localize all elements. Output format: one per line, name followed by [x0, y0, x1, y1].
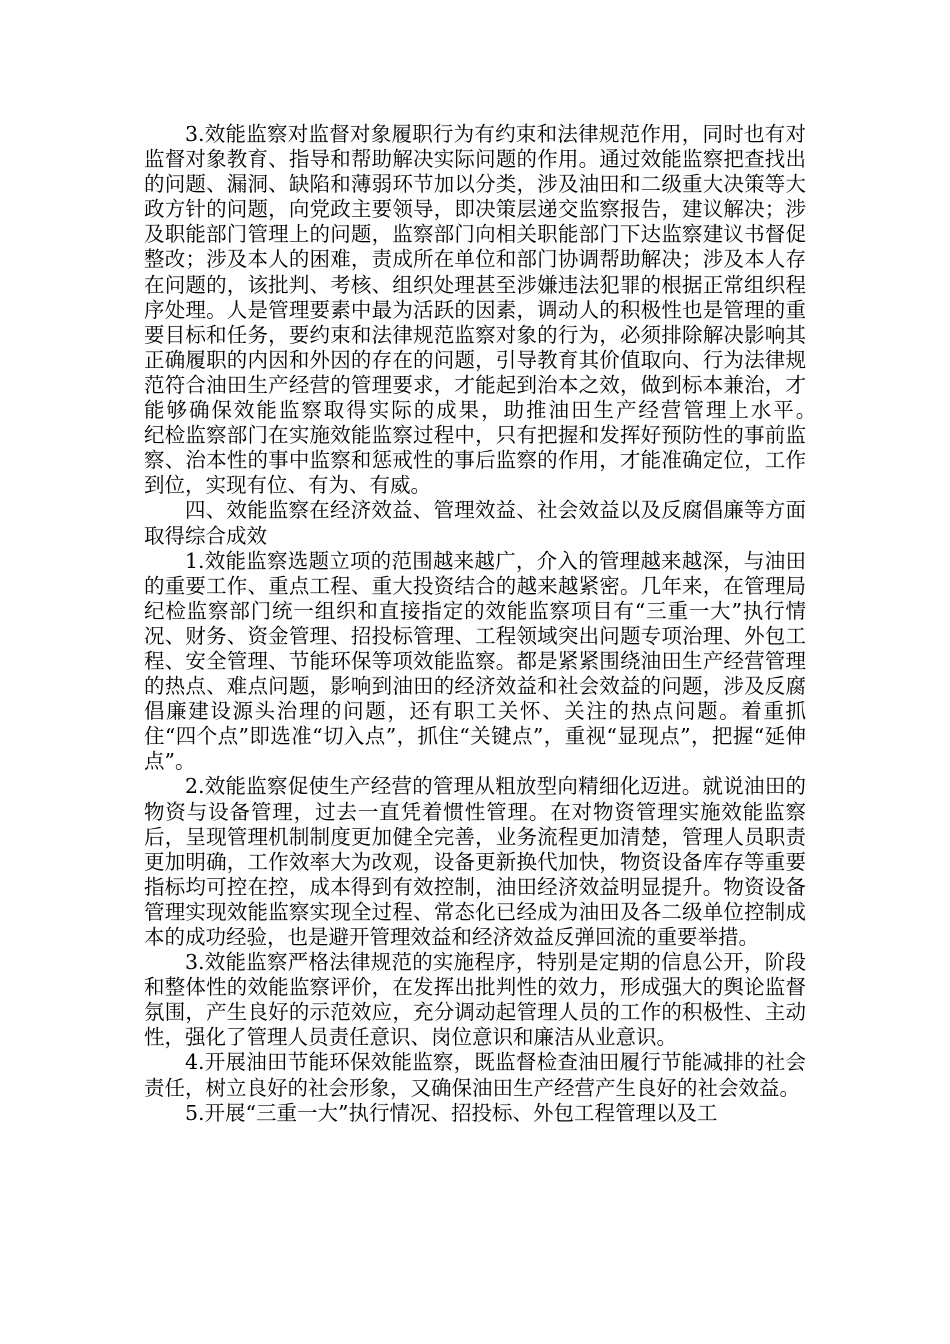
section-heading-comprehensive-results: 四、效能监察在经济效益、管理效益、社会效益以及反腐倡廉等方面取得综合成效 — [144, 498, 806, 548]
paragraph-project-scope: 1.效能监察选题立项的范围越来越广，介入的管理越来越深，与油田的重要工作、重点工程、重大投资结合的越来越紧密。几年来，在管理局纪检监察部门统一组织和直接指定的效能监察项目有“三重一大”执行情况、财务、资金管理、招投标管理、工程领域突出问题专项治理、外包工程、安全管理、节能环保等项效能监察。都是紧紧围绕油田生产经营管理的热点、难点问题，影响到油田的经济效益和社会效益的问题，涉及反腐倡廉建设源头治理的问题，还有职工关怀、关注的热点问题。着重抓住“四个点”即选准“切入点”，抓住“关键点”，重视“显现点”，把握“延伸点”。 — [144, 548, 806, 774]
paragraph-effectiveness-constraint: 3.效能监察对监督对象履职行为有约束和法律规范作用，同时也有对监督对象教育、指导和帮助解决实际问题的作用。通过效能监察把查找出的问题、漏洞、缺陷和薄弱环节加以分类，涉及油田和二级重大决策等大政方针的问题，向党政主要领导，即决策层递交监察报告，建议解决；涉及职能部门管理上的问题，监察部门向相关职能部门下达监察建议书督促整改；涉及本人的困难，责成所在单位和部门协调帮助解决；涉及本人存在问题的，该批判、考核、组织处理甚至涉嫌违法犯罪的根据正常组织程序处理。人是管理要素中最为活跃的因素，调动人的积极性也是管理的重要目标和任务，要约束和法律规范监察对象的行为，必须排除解决影响其正确履职的内因和外因的存在的问题，引导教育其价值取向、行为法律规范符合油田生产经营的管理要求，才能起到治本之效，做到标本兼治，才能够确保效能监察取得实际的成果，助推油田生产经营管理上水平。 纪检监察部门在实施效能监察过程中，只有把握和发挥好预防性的事前监察、治本性的事中监察和惩戒性的事后监察的作用，才能准确定位，工作到位，实现有位、有为、有威。 — [144, 122, 868, 498]
paragraph-refined-management: 2.效能监察促使生产经营的管理从粗放型向精细化迈进。就说油田的物资与设备管理，过去一直凭着惯性管理。在对物资管理实施效能监察后，呈现管理机制制度更加健全完善，业务流程更加清楚，管理人员职责更加明确，工作效率大为改观，设备更新换代加快，物资设备库存等重要指标均可控在控，成本得到有效控制，油田经济效益明显提升。物资设备管理实现效能监察实现全过程、常态化已经成为油田及各二级单位控制成本的成功经验，也是避开管理效益和经济效益反弹回流的重要举措。 — [144, 774, 806, 949]
document-page — [144, 122, 868, 1126]
paragraph-three-important-one-large: 5.开展“三重一大”执行情况、招投标、外包工程管理以及工 — [185, 1100, 718, 1125]
paragraph-energy-environment: 4.开展油田节能环保效能监察，既监督检查油田履行节能减排的社会责任，树立良好的社会形象，又确保油田生产经营产生良好的社会效益。 — [144, 1050, 806, 1100]
paragraph-procedure-norms: 3.效能监察严格法律规范的实施程序，特别是定期的信息公开，阶段和整体性的效能监察评价，在发挥出批判性的效力，形成强大的舆论监督氛围，产生良好的示范效应，充分调动起管理人员的工作的积极性、主动性，强化了管理人员责任意识、岗位意识和廉洁从业意识。 — [144, 950, 806, 1050]
